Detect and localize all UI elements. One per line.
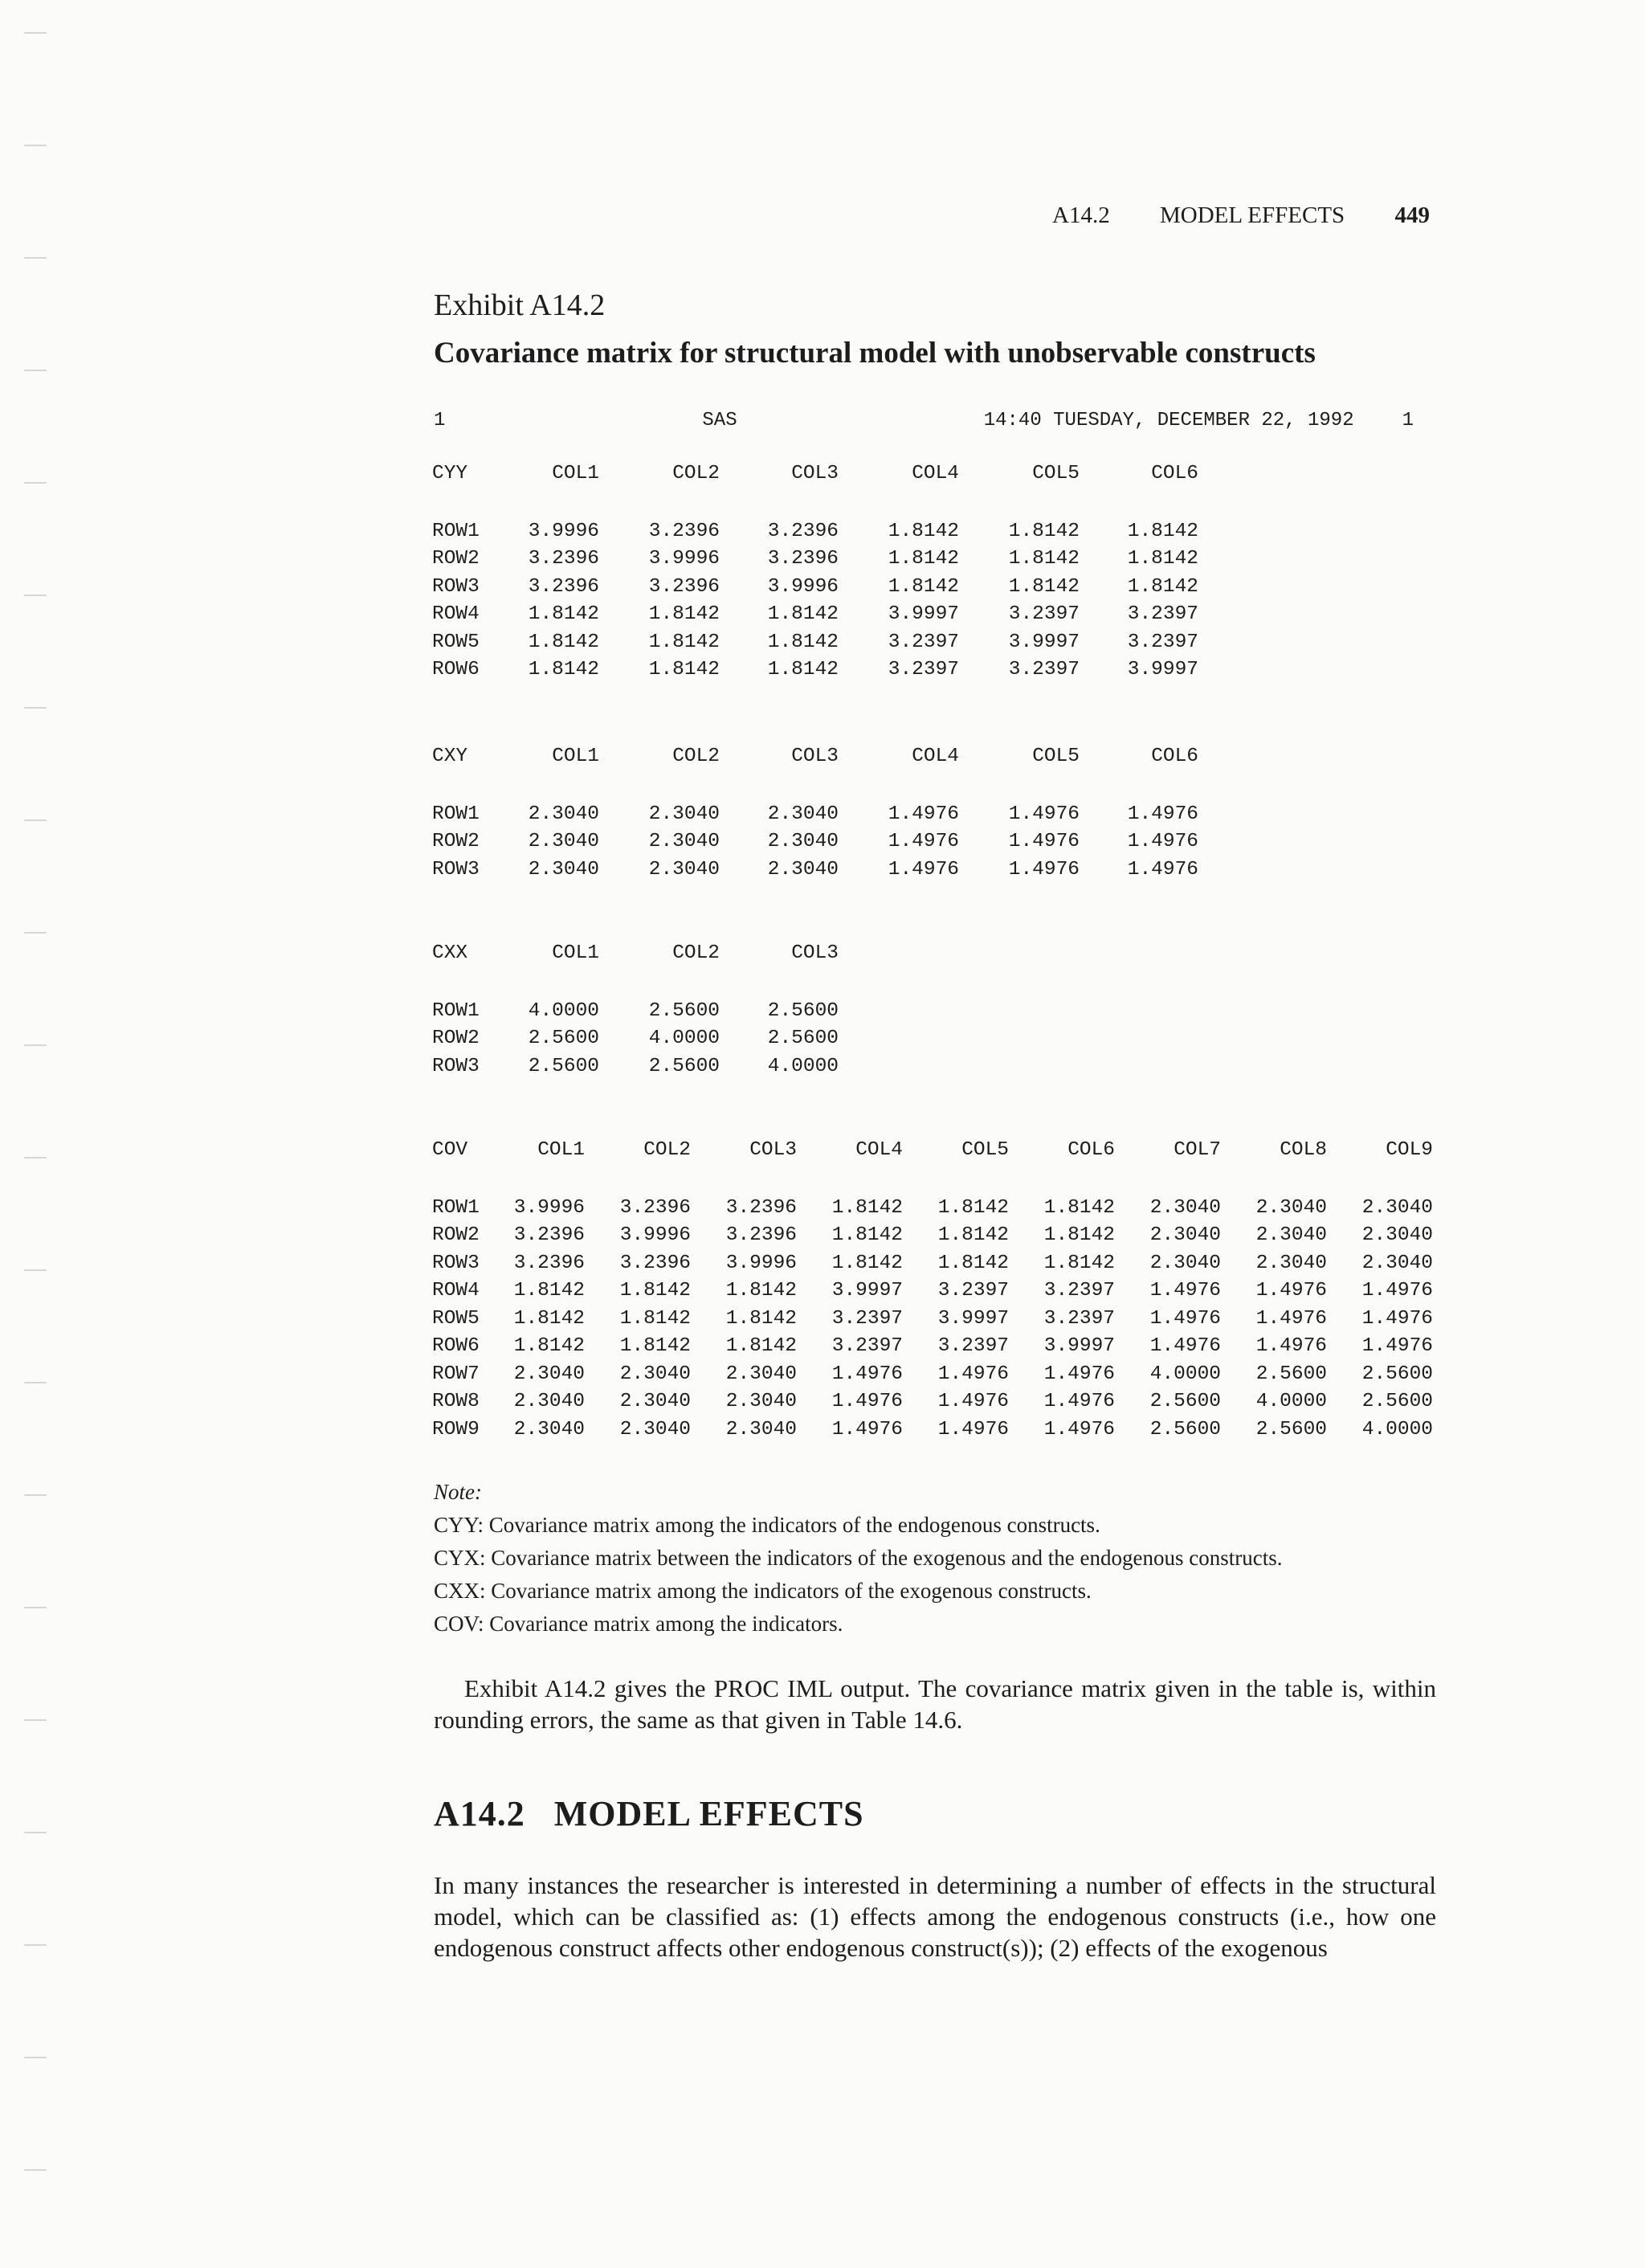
column-header: COL1 bbox=[552, 746, 599, 767]
column-header: COL3 bbox=[791, 942, 839, 964]
matrix-cell: 3.2397 bbox=[1127, 631, 1198, 653]
section-title: MODEL EFFECTS bbox=[553, 1794, 864, 1833]
matrix-cell: 2.3040 bbox=[648, 803, 720, 825]
matrix-cell: 3.2397 bbox=[937, 1280, 1009, 1302]
matrix-cell: 2.3040 bbox=[1361, 1252, 1433, 1274]
page-number: 449 bbox=[1394, 202, 1430, 228]
matrix-cell: 4.0000 bbox=[1255, 1391, 1327, 1413]
matrix-cyy bbox=[432, 463, 1198, 684]
row-label: ROW3 bbox=[432, 1252, 480, 1274]
column-header: COL9 bbox=[1386, 1139, 1433, 1161]
row-label: ROW9 bbox=[432, 1418, 480, 1440]
column-header: COL6 bbox=[1067, 1139, 1115, 1161]
matrix-row bbox=[432, 1360, 1433, 1388]
matrix-cell: 1.8142 bbox=[528, 603, 599, 626]
matrix-cell: 3.2396 bbox=[619, 1252, 691, 1274]
matrix-cell: 1.4976 bbox=[888, 831, 959, 853]
matrix-cell: 3.2396 bbox=[767, 520, 839, 542]
row-label: ROW5 bbox=[432, 631, 480, 653]
matrix-header-row bbox=[432, 1139, 1433, 1194]
sas-datetime: 14:40 TUESDAY, DECEMBER 22, 1992 bbox=[983, 410, 1354, 431]
matrix-row bbox=[432, 1277, 1433, 1306]
matrix-cell: 3.2397 bbox=[888, 631, 959, 653]
running-head bbox=[1052, 202, 1430, 229]
matrix-cell: 3.2396 bbox=[648, 575, 720, 598]
matrix-cell: 4.0000 bbox=[648, 1028, 720, 1050]
matrix-row bbox=[432, 1194, 1433, 1222]
matrix-cell: 1.4976 bbox=[1149, 1307, 1221, 1330]
matrix-cell: 2.5600 bbox=[1149, 1391, 1221, 1413]
matrix-cell: 3.2396 bbox=[513, 1252, 585, 1274]
body-paragraph-1: Exhibit A14.2 gives the PROC IML output. The covariance matrix given in the table is, within rounding errors, the same as that given in Table 14.6. bbox=[434, 1674, 1436, 1734]
row-label: ROW4 bbox=[432, 603, 480, 626]
matrix-cell: 1.8142 bbox=[888, 520, 959, 542]
matrix-cell: 2.3040 bbox=[767, 858, 839, 881]
matrix-cell: 3.2397 bbox=[1127, 603, 1198, 626]
matrix-cell: 1.8142 bbox=[831, 1196, 903, 1219]
matrix-cell: 1.8142 bbox=[528, 631, 599, 653]
matrix-cell: 1.4976 bbox=[1255, 1307, 1327, 1330]
matrix-cell: 2.3040 bbox=[1361, 1196, 1433, 1219]
matrix-cell: 1.4976 bbox=[1043, 1363, 1115, 1385]
note-line-cov: COV: Covariance matrix among the indicators. bbox=[434, 1612, 843, 1636]
matrix-cell: 1.8142 bbox=[1127, 575, 1198, 598]
section-number: A14.2 bbox=[434, 1794, 525, 1833]
sas-output-header bbox=[434, 410, 1414, 431]
matrix-cell: 1.4976 bbox=[1255, 1280, 1327, 1302]
matrix-row bbox=[432, 628, 1198, 656]
matrix-cell: 1.4976 bbox=[1149, 1335, 1221, 1358]
matrix-cell: 1.8142 bbox=[725, 1307, 797, 1330]
matrix-cell: 1.4976 bbox=[937, 1391, 1009, 1413]
matrix-cell: 2.3040 bbox=[725, 1418, 797, 1440]
matrix-cell: 3.9996 bbox=[528, 520, 599, 542]
column-header: COL4 bbox=[855, 1139, 903, 1161]
matrix-cell: 2.3040 bbox=[1149, 1196, 1221, 1219]
matrix-cell: 3.2396 bbox=[767, 548, 839, 570]
matrix-cell: 1.8142 bbox=[888, 548, 959, 570]
matrix-cell: 2.3040 bbox=[1255, 1196, 1327, 1219]
matrix-cell: 1.4976 bbox=[1043, 1391, 1115, 1413]
matrix-cell: 1.8142 bbox=[937, 1224, 1009, 1247]
matrix-name: CXX bbox=[432, 942, 468, 964]
matrix-cov bbox=[432, 1139, 1433, 1444]
matrix-row bbox=[432, 601, 1198, 629]
matrix-cell: 1.8142 bbox=[528, 659, 599, 681]
matrix-cell: 1.8142 bbox=[513, 1335, 585, 1358]
column-header: COL3 bbox=[791, 463, 839, 484]
matrix-cell: 1.8142 bbox=[767, 603, 839, 626]
matrix-cell: 2.5600 bbox=[528, 1055, 599, 1077]
matrix-cell: 1.4976 bbox=[888, 803, 959, 825]
matrix-cell: 2.5600 bbox=[528, 1028, 599, 1050]
section-heading bbox=[434, 1793, 864, 1834]
matrix-cell: 4.0000 bbox=[1361, 1418, 1433, 1440]
matrix-cell: 3.2396 bbox=[648, 520, 720, 542]
matrix-cell: 1.4976 bbox=[1149, 1280, 1221, 1302]
matrix-cell: 2.3040 bbox=[528, 831, 599, 853]
matrix-cell: 1.8142 bbox=[831, 1252, 903, 1274]
matrix-cell: 3.9996 bbox=[648, 548, 720, 570]
note-line-cyy: CYY: Covariance matrix among the indicators of the endogenous constructs. bbox=[434, 1513, 1100, 1537]
matrix-row bbox=[432, 1025, 839, 1053]
matrix-cell: 1.4976 bbox=[1127, 803, 1198, 825]
matrix-cell: 3.2397 bbox=[831, 1307, 903, 1330]
column-header: COL4 bbox=[912, 463, 959, 484]
exhibit-title: Covariance matrix for structural model with unobservable constructs bbox=[434, 337, 1316, 370]
matrix-name: CXY bbox=[432, 746, 468, 767]
matrix-row bbox=[432, 546, 1198, 574]
matrix-cell: 2.3040 bbox=[513, 1363, 585, 1385]
matrix-cell: 3.9997 bbox=[888, 603, 959, 626]
running-head-title: MODEL EFFECTS bbox=[1160, 202, 1345, 228]
matrix-row bbox=[432, 1222, 1433, 1250]
matrix-cell: 3.9997 bbox=[1127, 659, 1198, 681]
matrix-cell: 2.3040 bbox=[513, 1418, 585, 1440]
matrix-cell: 1.4976 bbox=[1361, 1280, 1433, 1302]
matrix-cell: 2.5600 bbox=[767, 1028, 839, 1050]
matrix-cell: 2.5600 bbox=[648, 999, 720, 1022]
matrix-cell: 1.8142 bbox=[725, 1335, 797, 1358]
matrix-cell: 2.5600 bbox=[1361, 1391, 1433, 1413]
row-label: ROW3 bbox=[432, 858, 480, 881]
matrix-cell: 3.2397 bbox=[1043, 1307, 1115, 1330]
matrix-cell: 2.3040 bbox=[767, 803, 839, 825]
column-header: COL7 bbox=[1174, 1139, 1221, 1161]
matrix-cell: 2.3040 bbox=[1149, 1252, 1221, 1274]
note-line-cyx: CYX: Covariance matrix between the indicators of the exogenous and the endogenous constructs. bbox=[434, 1546, 1283, 1570]
matrix-row bbox=[432, 856, 1198, 884]
matrix-cell: 2.5600 bbox=[1255, 1363, 1327, 1385]
matrix-cell: 1.8142 bbox=[1043, 1224, 1115, 1247]
matrix-cell: 1.8142 bbox=[1008, 520, 1080, 542]
matrix-cell: 1.8142 bbox=[767, 659, 839, 681]
matrix-cell: 1.8142 bbox=[1008, 575, 1080, 598]
matrix-cell: 3.9997 bbox=[831, 1280, 903, 1302]
matrix-cell: 1.4976 bbox=[1361, 1307, 1433, 1330]
matrix-row bbox=[432, 800, 1198, 828]
row-label: ROW5 bbox=[432, 1307, 480, 1330]
matrix-cell: 2.3040 bbox=[513, 1391, 585, 1413]
row-label: ROW2 bbox=[432, 548, 480, 570]
row-label: ROW8 bbox=[432, 1391, 480, 1413]
matrix-header-row bbox=[432, 463, 1198, 517]
column-header: COL3 bbox=[791, 746, 839, 767]
matrix-name: CYY bbox=[432, 463, 468, 484]
matrix-cell: 1.8142 bbox=[725, 1280, 797, 1302]
row-label: ROW3 bbox=[432, 1055, 480, 1077]
matrix-cell: 1.4976 bbox=[1127, 831, 1198, 853]
matrix-cell: 1.8142 bbox=[1127, 520, 1198, 542]
row-label: ROW7 bbox=[432, 1363, 480, 1385]
matrix-cell: 2.3040 bbox=[1255, 1224, 1327, 1247]
matrix-cxy bbox=[432, 746, 1198, 884]
matrix-cell: 1.4976 bbox=[1008, 803, 1080, 825]
exhibit-label: Exhibit A14.2 bbox=[434, 288, 606, 322]
column-header: COL5 bbox=[1032, 746, 1080, 767]
matrix-cell: 3.2397 bbox=[1043, 1280, 1115, 1302]
matrix-cell: 1.4976 bbox=[1043, 1418, 1115, 1440]
row-label: ROW1 bbox=[432, 520, 480, 542]
matrix-name: COV bbox=[432, 1139, 468, 1161]
matrix-cell: 3.2397 bbox=[937, 1335, 1009, 1358]
row-label: ROW2 bbox=[432, 1224, 480, 1247]
matrix-cell: 1.4976 bbox=[937, 1418, 1009, 1440]
matrix-cell: 2.3040 bbox=[648, 858, 720, 881]
matrix-row bbox=[432, 573, 1198, 601]
matrix-cell: 2.3040 bbox=[619, 1363, 691, 1385]
column-header: COL6 bbox=[1151, 463, 1198, 484]
matrix-cell: 1.8142 bbox=[1043, 1196, 1115, 1219]
column-header: COL4 bbox=[912, 746, 959, 767]
row-label: ROW1 bbox=[432, 803, 480, 825]
matrix-cell: 3.9996 bbox=[767, 575, 839, 598]
matrix-cell: 3.2397 bbox=[1008, 659, 1080, 681]
matrix-cell: 1.8142 bbox=[888, 575, 959, 598]
matrix-cell: 1.8142 bbox=[648, 603, 720, 626]
matrix-cell: 3.2397 bbox=[888, 659, 959, 681]
row-label: ROW2 bbox=[432, 831, 480, 853]
note-line-cxx: CXX: Covariance matrix among the indicators of the exogenous constructs. bbox=[434, 1579, 1092, 1603]
row-label: ROW6 bbox=[432, 659, 480, 681]
sas-program-name: SAS bbox=[702, 410, 737, 431]
matrix-cell: 3.2396 bbox=[725, 1196, 797, 1219]
matrix-cell: 3.2397 bbox=[1008, 603, 1080, 626]
matrix-row bbox=[432, 1333, 1433, 1361]
row-label: ROW4 bbox=[432, 1280, 480, 1302]
matrix-cell: 2.5600 bbox=[1361, 1363, 1433, 1385]
column-header: COL5 bbox=[1032, 463, 1080, 484]
matrix-cell: 3.2397 bbox=[831, 1335, 903, 1358]
column-header: COL2 bbox=[643, 1139, 691, 1161]
row-label: ROW2 bbox=[432, 1028, 480, 1050]
matrix-cell: 3.9997 bbox=[1008, 631, 1080, 653]
matrix-row bbox=[432, 1416, 1433, 1444]
matrix-row bbox=[432, 1052, 839, 1081]
matrix-cell: 1.8142 bbox=[1043, 1252, 1115, 1274]
matrix-cell: 1.8142 bbox=[1127, 548, 1198, 570]
body-paragraph-2: In many instances the researcher is interested in determining a number of effects in the structural model, which can be classified as: (1) effects among the endogenous constructs (i.e., how one endogenous construct affects other endogenous construct(s)); (2) effects of the exogenous bbox=[434, 1871, 1436, 1962]
column-header: COL1 bbox=[552, 942, 599, 964]
matrix-cell: 1.4976 bbox=[1255, 1335, 1327, 1358]
matrix-cell: 2.3040 bbox=[1361, 1224, 1433, 1247]
column-header: COL5 bbox=[961, 1139, 1009, 1161]
matrix-cxx bbox=[432, 942, 839, 1081]
matrix-cell: 2.3040 bbox=[767, 831, 839, 853]
column-header: COL1 bbox=[552, 463, 599, 484]
matrix-row bbox=[432, 517, 1198, 546]
column-header: COL6 bbox=[1151, 746, 1198, 767]
matrix-row bbox=[432, 656, 1198, 684]
matrix-cell: 3.9997 bbox=[937, 1307, 1009, 1330]
row-label: ROW1 bbox=[432, 1196, 480, 1219]
matrix-cell: 3.9996 bbox=[619, 1224, 691, 1247]
column-header: COL8 bbox=[1280, 1139, 1327, 1161]
matrix-cell: 3.2396 bbox=[513, 1224, 585, 1247]
matrix-cell: 3.2396 bbox=[528, 575, 599, 598]
matrix-cell: 1.8142 bbox=[767, 631, 839, 653]
matrix-cell: 2.3040 bbox=[725, 1391, 797, 1413]
matrix-cell: 3.2396 bbox=[725, 1224, 797, 1247]
running-head-section: A14.2 bbox=[1052, 202, 1110, 228]
column-header: COL1 bbox=[537, 1139, 585, 1161]
matrix-cell: 1.8142 bbox=[513, 1280, 585, 1302]
matrix-cell: 2.3040 bbox=[1255, 1252, 1327, 1274]
matrix-cell: 1.4976 bbox=[1008, 831, 1080, 853]
matrix-cell: 1.4976 bbox=[1127, 858, 1198, 881]
matrix-cell: 3.9996 bbox=[725, 1252, 797, 1274]
column-header: COL2 bbox=[672, 463, 720, 484]
row-label: ROW1 bbox=[432, 999, 480, 1022]
matrix-cell: 2.5600 bbox=[1149, 1418, 1221, 1440]
binding-margin bbox=[24, 0, 56, 2268]
row-label: ROW6 bbox=[432, 1335, 480, 1358]
matrix-cell: 3.9996 bbox=[513, 1196, 585, 1219]
matrix-row bbox=[432, 1305, 1433, 1333]
matrix-cell: 1.8142 bbox=[831, 1224, 903, 1247]
matrix-cell: 4.0000 bbox=[528, 999, 599, 1022]
matrix-row bbox=[432, 828, 1198, 856]
matrix-header-row bbox=[432, 942, 839, 997]
matrix-cell: 1.8142 bbox=[648, 659, 720, 681]
matrix-cell: 2.5600 bbox=[767, 999, 839, 1022]
matrix-cell: 1.4976 bbox=[1361, 1335, 1433, 1358]
sas-right-number: 1 bbox=[1402, 410, 1414, 431]
matrix-cell: 2.3040 bbox=[648, 831, 720, 853]
matrix-cell: 1.8142 bbox=[513, 1307, 585, 1330]
sas-page-number: 1 bbox=[434, 410, 446, 431]
matrix-cell: 4.0000 bbox=[1149, 1363, 1221, 1385]
matrix-row bbox=[432, 997, 839, 1025]
matrix-cell: 2.3040 bbox=[619, 1391, 691, 1413]
matrix-cell: 2.3040 bbox=[528, 858, 599, 881]
matrix-cell: 2.3040 bbox=[528, 803, 599, 825]
matrix-cell: 1.4976 bbox=[1008, 858, 1080, 881]
matrix-cell: 1.4976 bbox=[831, 1391, 903, 1413]
column-header: COL3 bbox=[749, 1139, 797, 1161]
matrix-cell: 1.8142 bbox=[1008, 548, 1080, 570]
matrix-cell: 2.3040 bbox=[725, 1363, 797, 1385]
row-label: ROW3 bbox=[432, 575, 480, 598]
matrix-cell: 2.3040 bbox=[1149, 1224, 1221, 1247]
matrix-header-row bbox=[432, 746, 1198, 800]
matrix-cell: 4.0000 bbox=[767, 1055, 839, 1077]
matrix-cell: 1.4976 bbox=[831, 1363, 903, 1385]
matrix-cell: 1.8142 bbox=[619, 1280, 691, 1302]
matrix-cell: 1.8142 bbox=[937, 1196, 1009, 1219]
matrix-cell: 1.4976 bbox=[937, 1363, 1009, 1385]
table-note bbox=[434, 1476, 1282, 1641]
matrix-cell: 2.5600 bbox=[648, 1055, 720, 1077]
matrix-cell: 3.2396 bbox=[528, 548, 599, 570]
matrix-cell: 2.3040 bbox=[619, 1418, 691, 1440]
column-header: COL2 bbox=[672, 942, 720, 964]
matrix-cell: 1.8142 bbox=[648, 631, 720, 653]
matrix-row bbox=[432, 1388, 1433, 1416]
note-heading: Note: bbox=[434, 1480, 482, 1504]
matrix-row bbox=[432, 1249, 1433, 1277]
matrix-cell: 1.4976 bbox=[831, 1418, 903, 1440]
matrix-cell: 1.8142 bbox=[619, 1307, 691, 1330]
column-header: COL2 bbox=[672, 746, 720, 767]
matrix-cell: 3.9997 bbox=[1043, 1335, 1115, 1358]
matrix-cell: 3.2396 bbox=[619, 1196, 691, 1219]
matrix-cell: 1.8142 bbox=[619, 1335, 691, 1358]
matrix-cell: 1.4976 bbox=[888, 858, 959, 881]
matrix-cell: 2.5600 bbox=[1255, 1418, 1327, 1440]
matrix-cell: 1.8142 bbox=[937, 1252, 1009, 1274]
